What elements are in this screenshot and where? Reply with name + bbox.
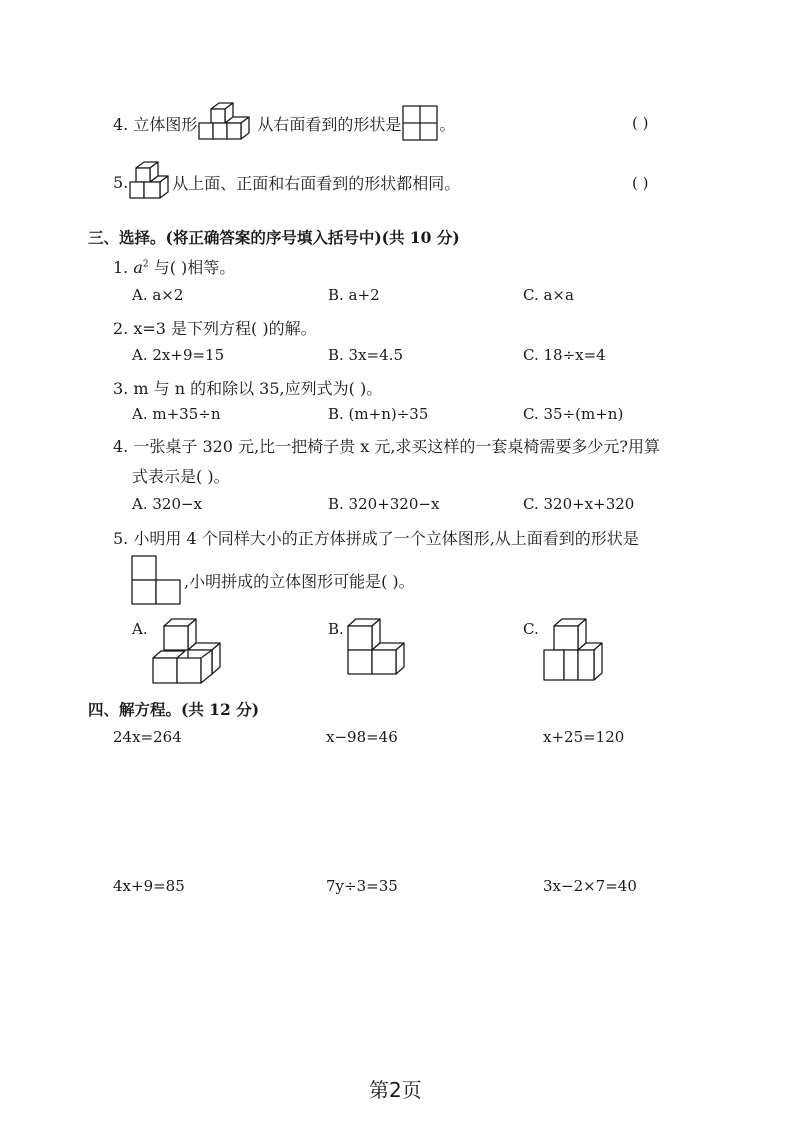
page-number: 第2页 xyxy=(369,1078,422,1102)
q4-answer-paren[interactable]: ( ) xyxy=(632,114,649,132)
judgement-question-5 xyxy=(113,160,460,204)
equation-2: x−98=46 xyxy=(326,728,398,746)
q1-option-c[interactable]: C. a×a xyxy=(523,286,574,304)
q1-option-b[interactable]: B. a+2 xyxy=(328,286,380,304)
q5-cube-figure xyxy=(128,160,172,204)
q2-option-b[interactable]: B. 3x=4.5 xyxy=(328,346,403,364)
mc-question-4-line1: 4. 一张桌子 320 元,比一把椅子贵 x 元,求买这样的一套桌椅需要多少元?用算 xyxy=(113,437,661,456)
q5-option-b[interactable]: B. xyxy=(328,620,344,638)
q5-option-b-figure xyxy=(342,616,414,682)
equation-3: x+25=120 xyxy=(543,728,625,746)
mc-question-5-line2: ,小明拼成的立体图形可能是( )。 xyxy=(130,554,415,606)
q4-option-a[interactable]: A. 320−x xyxy=(132,495,203,513)
q5-option-c-figure xyxy=(540,616,606,686)
q3-option-c[interactable]: C. 35÷(m+n) xyxy=(523,405,624,423)
q4-text-before: 4. 立体图形 xyxy=(113,114,198,134)
judgement-question-4 xyxy=(113,103,455,143)
q5-option-c[interactable]: C. xyxy=(523,620,539,638)
top-view-l-shape-figure xyxy=(130,554,184,606)
section-3-title: 三、选择。(将正确答案的序号填入括号中)(共 10 分) xyxy=(88,228,460,247)
q3-option-b[interactable]: B. (m+n)÷35 xyxy=(328,405,429,423)
mc-question-4-line2: 式表示是( )。 xyxy=(132,467,230,486)
q5-answer-paren[interactable]: ( ) xyxy=(632,174,649,192)
mc-question-3: 3. m 与 n 的和除以 35,应列式为( )。 xyxy=(113,379,383,398)
q5-text: 从上面、正面和右面看到的形状都相同。 xyxy=(172,173,461,193)
q2-option-c[interactable]: C. 18÷x=4 xyxy=(523,346,606,364)
q5-option-a[interactable]: A. xyxy=(132,620,148,638)
q1-option-a[interactable]: A. a×2 xyxy=(132,286,184,304)
q3-option-a[interactable]: A. m+35÷n xyxy=(132,405,221,423)
mc-question-5-line1: 5. 小明用 4 个同样大小的正方体拼成了一个立体图形,从上面看到的形状是 xyxy=(113,529,639,548)
q4-text-mid: 从右面看到的形状是 xyxy=(257,114,402,134)
equation-5: 7y÷3=35 xyxy=(326,877,398,895)
q4-cube-figure xyxy=(197,101,257,145)
section-4-title: 四、解方程。(共 12 分) xyxy=(88,700,260,719)
equation-4: 4x+9=85 xyxy=(113,877,185,895)
q4-text-end: 。 xyxy=(439,114,456,134)
q4-option-b[interactable]: B. 320+320−x xyxy=(328,495,440,513)
equation-1: 24x=264 xyxy=(113,728,182,746)
q4-option-c[interactable]: C. 320+x+320 xyxy=(523,495,635,513)
q2-option-a[interactable]: A. 2x+9=15 xyxy=(132,346,225,364)
mc-question-2: 2. x=3 是下列方程( )的解。 xyxy=(113,319,317,338)
q4-right-view-figure xyxy=(401,104,439,142)
q5-number: 5. xyxy=(113,172,129,192)
mc-question-1: 1. $a^2$ 与( )相等。 xyxy=(113,258,236,277)
equation-6: 3x−2×7=40 xyxy=(543,877,637,895)
q5-option-a-figure xyxy=(150,616,228,688)
